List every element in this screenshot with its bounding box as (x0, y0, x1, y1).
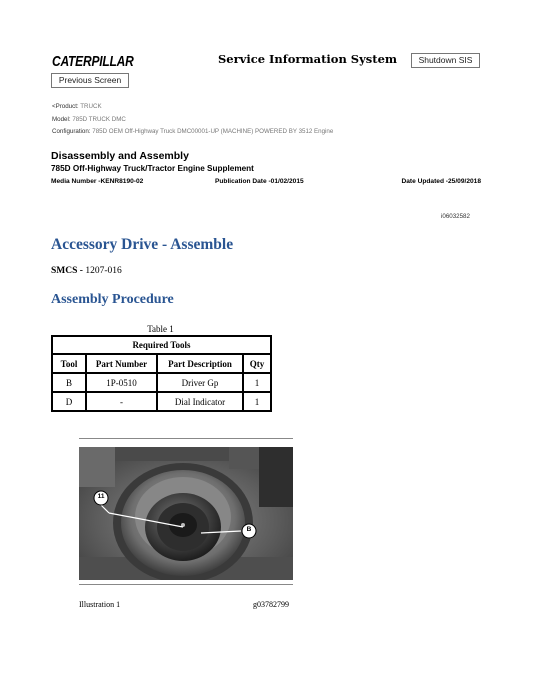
system-title: Service Information System (218, 52, 398, 66)
configuration-line (52, 128, 333, 135)
table-cell: 1P-0510 (86, 373, 157, 392)
required-tools-table (51, 335, 272, 412)
column-header: Tool (52, 354, 86, 373)
model-label: Model: (52, 116, 71, 123)
table-row (52, 373, 271, 392)
divider (79, 438, 293, 439)
configuration-label: Configuration: (52, 128, 91, 135)
document-subtitle: 785D Off-Highway Truck/Tractor Engine Supplement (51, 164, 254, 173)
smcs-label: SMCS - (51, 266, 83, 276)
table-cell: - (86, 392, 157, 411)
table-header-row (52, 354, 271, 373)
product-line (52, 103, 102, 110)
table-cell: B (52, 373, 86, 392)
callout-11: 11 (97, 493, 105, 500)
callout-b: B (246, 526, 252, 533)
table-cell: Driver Gp (157, 373, 243, 392)
illustration-caption: Illustration 1 (79, 600, 121, 609)
graphic-id: g03782799 (253, 600, 289, 609)
column-header: Part Number (86, 354, 157, 373)
product-value: TRUCK (80, 103, 102, 110)
smcs-value: 1207-016 (85, 266, 122, 276)
illustration-photo (79, 447, 293, 580)
page-title: Accessory Drive - Assemble (51, 236, 234, 253)
caterpillar-logo: CATERPILLAR (52, 52, 134, 70)
model-value: 785D TRUCK DMC (72, 116, 126, 123)
table-caption: Table 1 (147, 324, 174, 334)
column-header: Qty (243, 354, 271, 373)
divider (79, 584, 293, 585)
media-number: Media Number -KENR8190-02 (51, 178, 144, 185)
shutdown-sis-button[interactable]: Shutdown SIS (411, 53, 480, 68)
table-cell: 1 (243, 373, 271, 392)
date-updated: Date Updated -25/09/2018 (401, 178, 481, 185)
publication-date: Publication Date -01/02/2015 (215, 178, 304, 185)
accessory-drive-photo (79, 447, 293, 580)
table-row (52, 392, 271, 411)
procedure-heading: Assembly Procedure (51, 292, 174, 307)
model-line (52, 116, 126, 123)
table-cell: Dial Indicator (157, 392, 243, 411)
table-cell: D (52, 392, 86, 411)
document-id: i06032582 (441, 213, 470, 220)
table-heading: Required Tools (52, 336, 271, 354)
previous-screen-button[interactable]: Previous Screen (51, 73, 129, 88)
section-heading: Disassembly and Assembly (51, 150, 189, 162)
table-cell: 1 (243, 392, 271, 411)
table-heading-row (52, 336, 271, 354)
product-label: <Product: (52, 103, 79, 110)
column-header: Part Description (157, 354, 243, 373)
smcs-code (51, 266, 122, 276)
configuration-value: 785D OEM Off-Highway Truck DMC00001-UP (MACHINE) POWERED BY 3512 Engine (92, 128, 334, 135)
